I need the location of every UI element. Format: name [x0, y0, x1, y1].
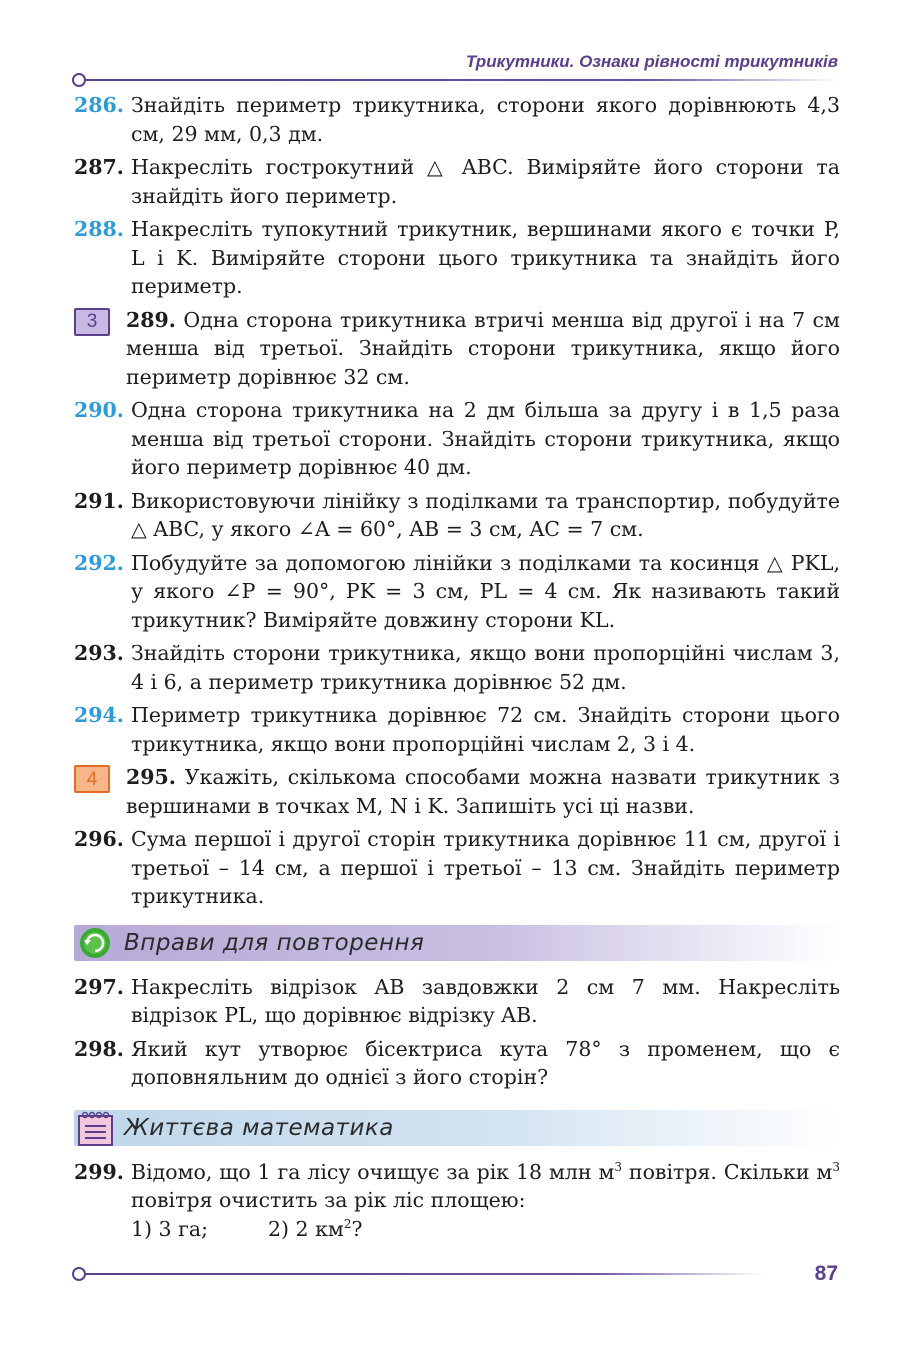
problem-number: 292. — [74, 550, 124, 575]
refresh-circle-icon — [76, 926, 114, 964]
problem-288 — [74, 215, 840, 301]
difficulty-level-badge: 4 — [74, 765, 110, 793]
difficulty-level-badge: 3 — [74, 308, 110, 336]
problem-number: 286. — [74, 93, 124, 117]
problem-number: 289. — [126, 307, 176, 332]
problem-number: 295. — [126, 765, 176, 789]
superscript: 3 — [832, 1159, 840, 1174]
problem-286 — [74, 91, 840, 148]
section-title: Життєва математика — [124, 1114, 394, 1141]
problem-number: 287. — [74, 155, 124, 179]
text-part: повітря. Скільки м — [622, 1159, 833, 1184]
review-section-header — [74, 925, 840, 961]
life-math-section-header — [74, 1110, 840, 1146]
text-part: повітря очистить за рік ліс площею: — [131, 1188, 526, 1212]
problem-text: Накресліть відрізок AB завдовжки 2 см 7 мм. Накресліть відрізок PL, що дорівнює відрізку AB. — [131, 974, 840, 1027]
problem-text: Накресліть гострокутний △ ABC. Виміряйте його сторони та знайдіть його периметр. — [131, 155, 840, 208]
problem-number: 291. — [74, 488, 124, 513]
problem-number: 297. — [74, 974, 124, 999]
problem-text: Знайдіть сторони трикутника, якщо вони пропорційні числам 3, 4 і 6, а периметр трикутника дорівнює 52 дм. — [131, 641, 840, 694]
answer-option-1: 1) 3 га; — [131, 1216, 208, 1241]
problem-number: 290. — [74, 398, 124, 422]
text-part: 2) 2 км — [268, 1216, 344, 1241]
problem-293 — [74, 639, 840, 696]
problem-text: Накресліть тупокутний трикутник, вершинами якого є точки P, L і K. Виміряйте сторони цього трикутника та знайдіть його периметр. — [131, 217, 840, 298]
footer-rule-dot — [72, 1267, 86, 1281]
text-part: ? — [351, 1216, 363, 1241]
problem-291 — [74, 487, 840, 544]
problem-text: Одна сторона трикутника втричі менша від другої і на 7 см менша від третьої. Знайдіть сторони трикутника, якщо його периметр дорівнює 32 см. — [126, 307, 840, 389]
problem-number: 298. — [74, 1036, 124, 1061]
problem-297 — [74, 973, 840, 1030]
problem-text: Периметр трикутника дорівнює 72 см. Знайдіть сторони цього трикутника, якщо вони пропорційні числам 2, 3 і 4. — [131, 703, 840, 756]
problem-number: 293. — [74, 641, 124, 665]
problem-text: Використовуючи лінійку з поділками та транспортир, побудуйте △ ABC, у якого ∠A = 60°, AB = 3 см, AC = 7 см. — [131, 488, 840, 541]
problem-289 — [74, 306, 840, 392]
problem-287 — [74, 153, 840, 210]
superscript: 3 — [614, 1159, 623, 1174]
problem-number: 288. — [74, 217, 124, 241]
problem-number: 299. — [74, 1159, 124, 1184]
problem-number: 296. — [74, 827, 124, 851]
problem-text: Сума першої і другої сторін трикутника дорівнює 11 см, другої і третьої – 14 см, а першої і третьої – 13 см. Знайдіть периметр трикутника. — [131, 827, 840, 908]
problem-296 — [74, 825, 840, 911]
problem-number: 294. — [74, 703, 124, 727]
problem-text: Укажіть, скількома способами можна назвати трикутник з вершинами в точках M, N і K. Запишіть усі ці назви. — [126, 765, 840, 818]
problem-text: Знайдіть периметр трикутника, сторони якого дорівнюють 4,3 см, 29 мм, 0,3 дм. — [131, 93, 840, 146]
notepad-icon — [76, 1111, 116, 1151]
problem-text: Одна сторона трикутника на 2 дм більша за другу і в 1,5 раза менша від третьої сторони. Знайдіть сторони трикутника, якщо його периметр дорівнює 40 дм. — [131, 398, 840, 479]
problem-text: Побудуйте за допомогою лінійки з поділками та косинця △ PKL, у якого ∠P = 90°, PK = 3 см, PL = 4 см. Як називають такий трикутник? Виміряйте довжину сторони KL. — [131, 550, 840, 632]
header-rule-dot — [72, 73, 86, 87]
answer-options — [131, 1215, 840, 1244]
problem-292 — [74, 549, 840, 635]
problem-text — [131, 1158, 840, 1244]
header-rule — [74, 79, 839, 81]
problem-text: Який кут утворює бісектриса кута 78° з променем, що є доповняльним до однієї з його сторін? — [131, 1036, 840, 1089]
text-part: Відомо, що 1 га лісу очищує за рік 18 млн м — [131, 1159, 615, 1184]
problem-294 — [74, 701, 840, 758]
superscript: 2 — [343, 1216, 352, 1231]
page-content — [74, 91, 840, 1248]
footer-rule — [74, 1273, 764, 1275]
section-title: Вправи для повторення — [124, 929, 425, 956]
answer-option-2 — [268, 1215, 363, 1244]
page-number: 87 — [814, 1262, 838, 1285]
problem-295 — [74, 763, 840, 820]
running-header: Трикутники. Ознаки рівності трикутників — [465, 52, 838, 71]
problem-290 — [74, 396, 840, 482]
problem-298 — [74, 1035, 840, 1092]
problem-299 — [74, 1158, 840, 1244]
